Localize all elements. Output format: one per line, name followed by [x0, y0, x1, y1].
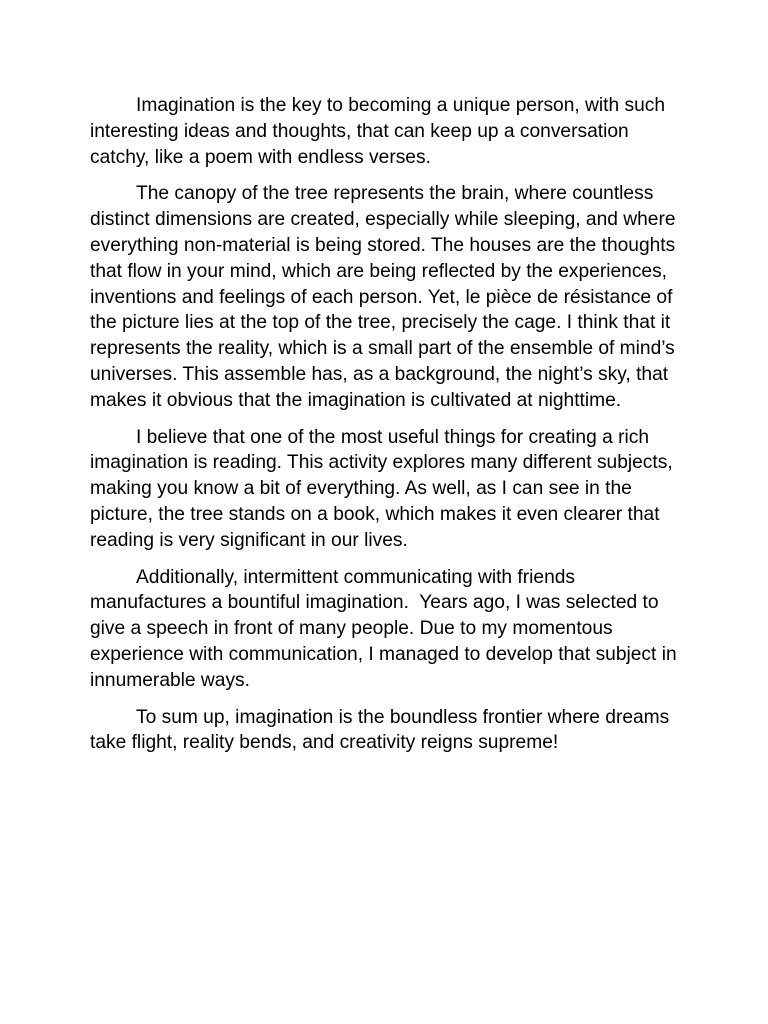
paragraph-reading: I believe that one of the most useful things for creating a rich imagination is reading. This activity explores many different subjects, making you know a bit of everything. As well, as I can see in the picture, the tree stands on a book, which makes it even clearer that reading is very significant in our lives.: [90, 426, 679, 551]
paragraph-tree-canopy: The canopy of the tree represents the brain, where countless distinct dimensions are created, especially while sleeping, and where everything non-material is being stored. The houses are the thoughts that flow in your mind, which are being reflected by the experiences, inventions and feelings of each person. Yet, le pièce de résistance of the picture lies at the top of the tree, precisely the cage. I think that it represents the reality, which is a small part of the ensemble of mind’s universes. This assemble has, as a background, the night’s sky, that makes it obvious that the imagination is cultivated at nighttime.: [90, 183, 681, 411]
document-page: [90, 93, 690, 756]
paragraph-conclusion: To sum up, imagination is the boundless frontier where dreams take flight, reality bends, and creativity reigns supreme!: [90, 706, 675, 754]
paragraph-intro: Imagination is the key to becoming a unique person, with such interesting ideas and thoughts, that can keep up a conversation catchy, like a poem with endless verses.: [90, 95, 671, 168]
paragraph-communication: Additionally, intermittent communicating with friends manufactures a bountiful imagination. Years ago, I was selected to give a speech in front of many people. Due to my momentous experience with communication, I managed to develop that subject in innumerable ways.: [90, 566, 682, 691]
